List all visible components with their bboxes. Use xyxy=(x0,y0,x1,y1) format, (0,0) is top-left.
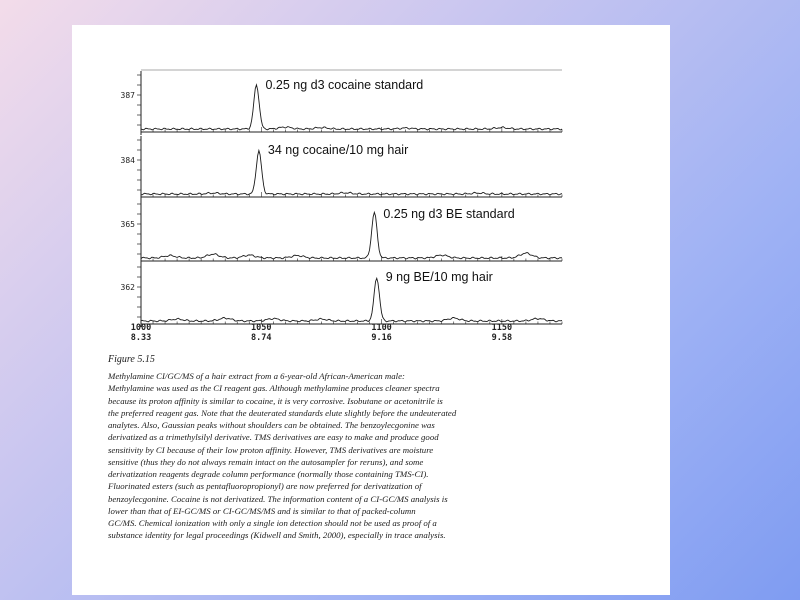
caption-line: Methylamine CI/GC/MS of a hair extract from a 6-year-old African-American male: xyxy=(108,371,405,381)
x-tick-label-scan: 1150 xyxy=(491,323,513,333)
figure-caption xyxy=(108,354,578,542)
chromatogram-trace xyxy=(141,150,562,194)
caption-line: the preferred reagent gas. Note that the deuterated standards elute slightly before the undeuterated xyxy=(108,407,457,418)
caption-text xyxy=(108,370,578,542)
x-tick-label-time: 9.16 xyxy=(371,333,392,343)
caption-line: sensitive (thus they do not always remain intact on the autosampler for reruns), and some xyxy=(108,456,424,467)
x-tick-label-time: 8.74 xyxy=(251,333,272,343)
chromatogram-figure xyxy=(72,25,670,350)
ion-label: 362 xyxy=(120,283,135,292)
x-tick-label-scan: 1000 xyxy=(130,323,152,333)
ion-label: 365 xyxy=(120,220,135,229)
caption-line: sensitivity by CI because of their low proton affinity. However, TMS derivatives are moisture xyxy=(108,444,434,455)
slide-card xyxy=(72,25,670,595)
caption-line: substance identity for legal proceedings (Kidwell and Smith, 2000), especially in trace analysis. xyxy=(108,530,446,541)
x-tick-label-scan: 1100 xyxy=(371,323,392,333)
caption-line: Fluorinated esters (such as pentafluoropropionyl) are now preferred for derivatization of xyxy=(108,481,422,492)
caption-line: derivatized as a trimethylsilyl derivative. TMS derivatives are easy to make and produce good xyxy=(108,432,439,443)
peak-annotation: 0.25 ng d3 BE standard xyxy=(383,207,515,221)
peak-annotation: 0.25 ng d3 cocaine standard xyxy=(265,78,424,92)
figure-label: Figure 5.15 xyxy=(108,354,155,365)
caption-line: because its proton affinity is similar to cocaine, it is very corrosive. Isobutane or acetonitrile is xyxy=(108,395,443,406)
peak-annotation: 9 ng BE/10 mg hair xyxy=(385,270,493,284)
caption-line: derivatization reagents degrade column performance (normally those containing TMS-CI). xyxy=(108,469,429,479)
caption-line: lower than that of EI-GC/MS or CI-GC/MS/MS and is similar to that of packed-column xyxy=(108,505,416,516)
caption-line: benzoylecgonine. Cocaine is not derivatized. The information content of a CI-GC/MS analysis is xyxy=(108,493,448,504)
chromatogram-trace xyxy=(141,278,562,322)
ion-label: 387 xyxy=(120,91,135,100)
x-tick-label-scan: 1050 xyxy=(251,323,272,333)
ion-label: 384 xyxy=(120,156,135,165)
peak-annotation: 34 ng cocaine/10 mg hair xyxy=(267,143,409,157)
caption-line: analytes. Also, Gaussian peaks without shoulders can be obtained. The benzoylecgonine was xyxy=(108,420,435,430)
x-tick-label-time: 9.58 xyxy=(491,333,513,343)
caption-line: Methylamine was used as the CI reagent gas. Although methylamine produces cleaner spectra xyxy=(108,383,440,394)
caption-line: GC/MS. Chemical ionization with only a single ion detection should not be used as proof of a xyxy=(108,518,437,528)
x-tick-label-time: 8.33 xyxy=(130,333,152,343)
